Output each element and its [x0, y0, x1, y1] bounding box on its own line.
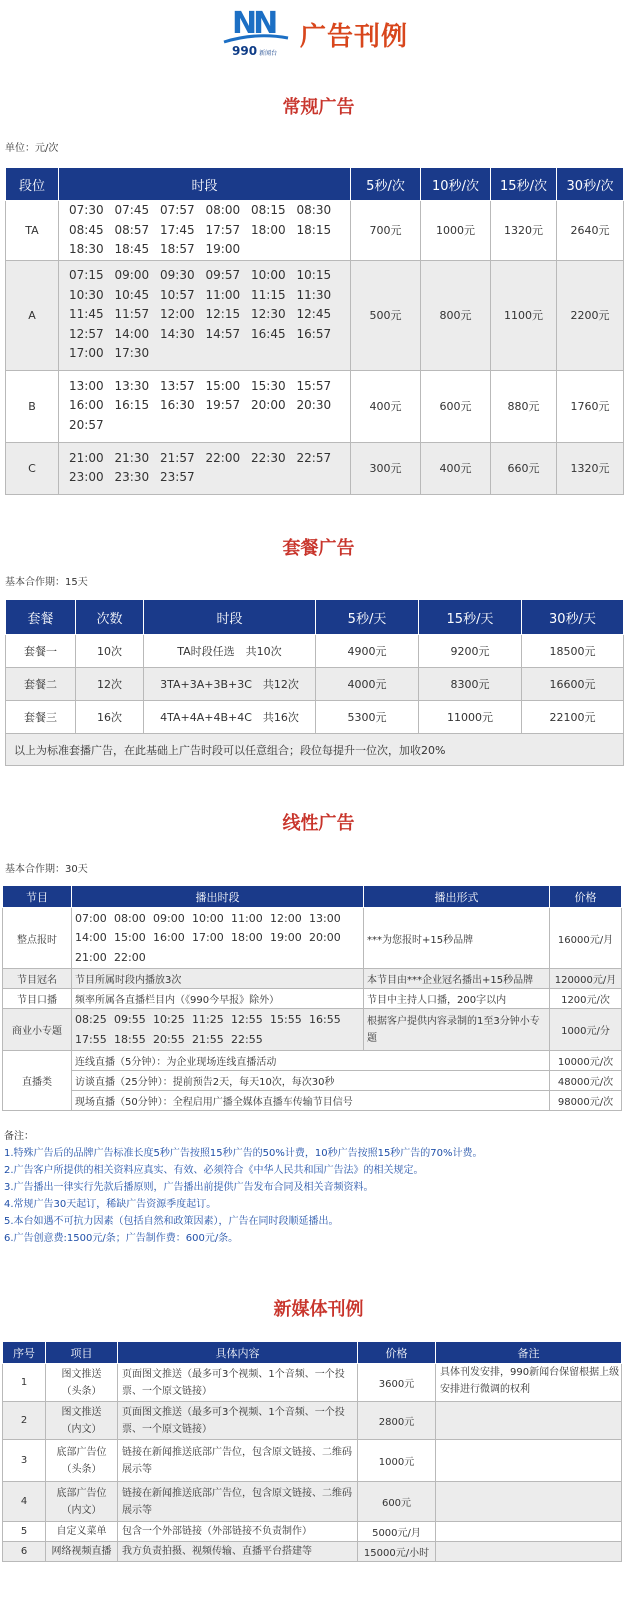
time-item: 10:00: [192, 911, 224, 925]
time-item: 16:45: [251, 326, 286, 341]
media-item: 底部广告位 （内文）: [46, 1482, 118, 1522]
media-remark: 具体刊发安排，990新闻台保留根据上级安排进行微调的权利: [436, 1364, 622, 1402]
time-item: 07:15: [69, 268, 104, 283]
live-item-desc: 现场直播（50分钟）：全程启用广播全媒体直播车传输节目信号: [72, 1091, 550, 1111]
time-item: 16:55: [309, 1013, 341, 1026]
header-item: 项目: [46, 1342, 118, 1364]
header-remark: 备注: [436, 1342, 622, 1364]
regular-ad-table: [5, 167, 624, 495]
time-item: 22:00: [114, 950, 146, 964]
time-item: 14:57: [205, 326, 241, 341]
package-count: 16次: [76, 701, 144, 734]
time-item: 08:45: [69, 222, 104, 237]
time-item: 16:57: [296, 326, 332, 341]
time-item: 22:00: [205, 450, 241, 465]
table-header-row: [6, 168, 624, 201]
header-timeslot: 时段: [59, 168, 351, 201]
remark-item: 3.广告播出一律实行先款后播原则，广告播出前提供广告发布合同及相关音频资料。: [4, 1182, 374, 1193]
level-cell: C: [6, 442, 59, 494]
media-item: 自定义菜单: [46, 1522, 118, 1542]
time-item: 10:30: [69, 287, 104, 302]
time-item: 10:00: [251, 268, 286, 283]
program-form: 根据客户提供内容录制的1至3分钟小专题: [364, 1009, 550, 1051]
header-5s: 5秒/次: [351, 168, 421, 201]
time-item: 18:57: [160, 242, 195, 256]
time-item: 14:30: [160, 326, 195, 341]
header-price: 价格: [550, 886, 622, 908]
price-cell: 4000元: [316, 668, 419, 701]
media-no: 2: [3, 1402, 46, 1440]
remarks-heading: 备注：: [4, 1131, 34, 1142]
time-item: 11:57: [114, 307, 150, 322]
time-item: 16:30: [160, 398, 195, 413]
live-item-desc: 连线直播（5分钟）：为企业现场连线直播活动: [72, 1051, 550, 1071]
time-item: 14:00: [114, 326, 150, 341]
time-item: 21:00: [69, 450, 104, 465]
timeslot-grid: [69, 377, 350, 436]
timeslot-grid: [69, 266, 350, 364]
time-item: 20:57: [69, 417, 104, 432]
price-cell: 18500元: [522, 635, 624, 668]
media-content: 链接在新闻推送底部广告位，包含原文链接、二维码展示等: [118, 1440, 358, 1482]
time-item: 07:45: [114, 203, 150, 217]
time-item: 18:30: [69, 242, 104, 256]
time-item: 19:00: [270, 931, 302, 945]
time-item: 21:57: [160, 450, 195, 465]
table-row: [6, 370, 624, 442]
header-30s: 30秒/次: [557, 168, 624, 201]
table-row: [3, 1364, 622, 1402]
time-item: 16:15: [114, 398, 150, 413]
live-item-price: 10000元/次: [550, 1051, 622, 1071]
time-item: 09:00: [114, 268, 150, 283]
media-ad-table: [2, 1341, 622, 1562]
price-cell: 1320元: [491, 201, 557, 261]
header-slot: 时段: [144, 600, 316, 635]
media-no: 1: [3, 1364, 46, 1402]
media-no: 3: [3, 1440, 46, 1482]
time-item: 08:30: [296, 203, 332, 217]
time-item: 14:00: [75, 931, 107, 945]
package-slot: TA时段任选 共10次: [144, 635, 316, 668]
regular-unit-note: 单位：元/次: [5, 143, 59, 154]
remark-item: 2.广告客户所提供的相关资料应真实、有效、必须符合《中华人民共和国广告法》的相关规定。: [4, 1165, 424, 1176]
page-title: 广告刊例: [300, 22, 409, 52]
table-row: [3, 1071, 622, 1091]
time-item: 15:57: [296, 378, 332, 393]
time-item: 12:00: [160, 307, 195, 322]
time-item: 13:00: [69, 378, 104, 393]
live-item-price: 48000元/次: [550, 1071, 622, 1091]
media-no: 6: [3, 1542, 46, 1562]
time-item: 10:45: [114, 287, 150, 302]
media-item: 图文推送 （内文）: [46, 1402, 118, 1440]
time-item: 13:00: [309, 911, 341, 925]
linear-section-title: 线性广告: [282, 813, 355, 834]
time-item: 07:30: [69, 203, 104, 217]
media-content: 我方负责拍摄、视频传输、直播平台搭建等: [118, 1542, 358, 1562]
time-item: 10:25: [153, 1013, 185, 1026]
table-row: [3, 1542, 622, 1562]
timeslot-cell: [59, 201, 351, 261]
time-item: 18:55: [114, 1032, 146, 1046]
time-item: 22:30: [251, 450, 286, 465]
program-form: 本节目由***企业冠名播出+15秒品牌: [364, 969, 550, 989]
time-item: 19:57: [205, 398, 241, 413]
table-row: [3, 1522, 622, 1542]
time-item: 13:30: [114, 378, 150, 393]
linear-ad-table: [2, 885, 622, 1111]
time-item: 12:30: [251, 307, 286, 322]
price-cell: 9200元: [419, 635, 522, 668]
package-count: 12次: [76, 668, 144, 701]
time-item: 16:00: [153, 931, 185, 945]
table-row: [3, 989, 622, 1009]
table-row: [6, 701, 624, 734]
time-item: 17:55: [75, 1032, 107, 1046]
time-item: 17:00: [69, 346, 104, 361]
time-item: 17:57: [205, 222, 241, 237]
table-row: [3, 1482, 622, 1522]
price-cell: 2200元: [557, 260, 624, 370]
media-item: 图文推送 （头条）: [46, 1364, 118, 1402]
price-cell: 400元: [351, 370, 421, 442]
price-cell: 600元: [421, 370, 491, 442]
header-package: 套餐: [6, 600, 76, 635]
time-item: 21:30: [114, 450, 150, 465]
time-item: 23:00: [69, 470, 104, 484]
media-price: 600元: [358, 1482, 436, 1522]
header-count: 次数: [76, 600, 144, 635]
media-section-title: 新媒体刊例: [273, 1299, 364, 1320]
time-item: 10:57: [160, 287, 195, 302]
timeslot-cell: [59, 260, 351, 370]
table-row: [3, 1402, 622, 1440]
program-form: 节目中主持人口播，200字以内: [364, 989, 550, 1009]
time-item: 16:00: [69, 398, 104, 413]
remark-item: 6.广告创意费:1500元/条；广告制作费：600元/条。: [4, 1233, 239, 1244]
time-item: 18:00: [231, 931, 263, 945]
table-row: [6, 201, 624, 261]
package-ad-table: [5, 599, 624, 766]
price-cell: 800元: [421, 260, 491, 370]
table-row: [6, 635, 624, 668]
media-price: 3600元: [358, 1364, 436, 1402]
time-item: 12:00: [270, 911, 302, 925]
table-footnote-row: [6, 734, 624, 766]
price-cell: 880元: [491, 370, 557, 442]
time-item: 09:30: [160, 268, 195, 283]
price-cell: 1100元: [491, 260, 557, 370]
header-form: 播出形式: [364, 886, 550, 908]
package-count: 10次: [76, 635, 144, 668]
program-name: 节目冠名: [3, 969, 72, 989]
time-item: 12:55: [231, 1013, 263, 1026]
header-content: 具体内容: [118, 1342, 358, 1364]
price-cell: 16600元: [522, 668, 624, 701]
logo-letters: NN: [232, 6, 275, 41]
timeslot-grid: [69, 449, 350, 488]
price-cell: 4900元: [316, 635, 419, 668]
media-no: 4: [3, 1482, 46, 1522]
time-item: 21:55: [192, 1032, 224, 1046]
time-item: 22:57: [296, 450, 332, 465]
time-item: 18:15: [296, 222, 332, 237]
time-item: 08:15: [251, 203, 286, 217]
time-item: 17:00: [192, 931, 224, 945]
price-cell: 1320元: [557, 442, 624, 494]
header-15s-day: 15秒/天: [419, 600, 522, 635]
package-name: 套餐一: [6, 635, 76, 668]
time-item: 15:00: [114, 931, 146, 945]
price-cell: 300元: [351, 442, 421, 494]
time-item: 11:15: [251, 287, 286, 302]
program-slot: 节目所属时段内播放3次: [72, 969, 364, 989]
timeslot-cell: [59, 370, 351, 442]
time-item: 20:30: [296, 398, 332, 413]
time-item: 08:57: [114, 222, 150, 237]
time-item: 15:30: [251, 378, 286, 393]
remarks-block: [4, 1128, 483, 1247]
remark-item: 1.特殊广告后的品牌广告标准长度5秒广告按照15秒广告的50%计费，10秒广告按照15秒广告的70%计费。: [4, 1148, 483, 1159]
program-price: 1000元/分: [550, 1009, 622, 1051]
price-cell: 22100元: [522, 701, 624, 734]
header-30s-day: 30秒/天: [522, 600, 624, 635]
table-row: [3, 908, 622, 969]
time-item: 08:00: [114, 911, 146, 925]
header-15s: 15秒/次: [491, 168, 557, 201]
table-row: [3, 1440, 622, 1482]
time-item: 12:15: [205, 307, 241, 322]
price-cell: 2640元: [557, 201, 624, 261]
time-item: 08:00: [205, 203, 241, 217]
package-slot: 3TA+3A+3B+3C 共12次: [144, 668, 316, 701]
media-remark-empty: [436, 1402, 622, 1440]
station-logo: [222, 8, 292, 58]
time-item: 12:57: [69, 326, 104, 341]
table-header-row: [3, 1342, 622, 1364]
package-period-note: 基本合作期：15天: [5, 577, 88, 588]
program-price: 120000元/月: [550, 969, 622, 989]
page-header: [0, 0, 637, 62]
time-item: 17:45: [160, 222, 195, 237]
remark-item: 5.本台如遇不可抗力因素（包括自然和政策因素），广告在同时段顺延播出。: [4, 1216, 339, 1227]
time-item: 09:57: [205, 268, 241, 283]
price-cell: 8300元: [419, 668, 522, 701]
time-item: 07:00: [75, 911, 107, 925]
timeslot-grid: [69, 201, 350, 260]
header-price: 价格: [358, 1342, 436, 1364]
media-remark-empty: [436, 1522, 622, 1542]
program-times: [72, 1009, 364, 1051]
media-content: 链接在新闻推送底部广告位，包含原文链接、二维码展示等: [118, 1482, 358, 1522]
media-content: 页面图文推送（最多可3个视频、1个音频、一个投票、一个原文链接）: [118, 1364, 358, 1402]
price-cell: 1760元: [557, 370, 624, 442]
table-header-row: [6, 600, 624, 635]
media-price: 1000元: [358, 1440, 436, 1482]
package-footnote: 以上为标准套播广告，在此基础上广告时段可以任意组合；段位每提升一位次，加收20%: [6, 734, 624, 766]
header-program: 节目: [3, 886, 72, 908]
time-item: 09:55: [114, 1013, 146, 1026]
time-item: 11:30: [296, 287, 332, 302]
table-row: [3, 1009, 622, 1051]
time-item: 13:57: [160, 378, 195, 393]
live-item-desc: 访谈直播（25分钟）：提前预告2天，每天10次，每次30秒: [72, 1071, 550, 1091]
program-form: ***为您报时+15秒品牌: [364, 908, 550, 969]
table-row: [6, 668, 624, 701]
time-item: 15:00: [205, 378, 241, 393]
time-item: 20:00: [309, 931, 341, 945]
package-section-title: 套餐广告: [282, 538, 355, 559]
time-item: 23:30: [114, 470, 150, 484]
table-header-row: [3, 886, 622, 908]
header-5s-day: 5秒/天: [316, 600, 419, 635]
time-item: 12:45: [296, 307, 332, 322]
table-row: [6, 442, 624, 494]
price-cell: 5300元: [316, 701, 419, 734]
program-slot: 频率所属各直播栏目内（《990今早报》除外）: [72, 989, 364, 1009]
package-name: 套餐三: [6, 701, 76, 734]
time-item: 10:15: [296, 268, 332, 283]
header-no: 序号: [3, 1342, 46, 1364]
table-row: [3, 1091, 622, 1111]
remark-item: 4.常规广告30天起订，稀缺广告资源季度起订。: [4, 1199, 217, 1210]
media-remark-empty: [436, 1542, 622, 1562]
program-price: 1200元/次: [550, 989, 622, 1009]
table-row: [3, 969, 622, 989]
live-item-price: 98000元/次: [550, 1091, 622, 1111]
price-cell: 700元: [351, 201, 421, 261]
time-item: 15:55: [270, 1013, 302, 1026]
table-row: [3, 1051, 622, 1071]
media-content: 页面图文推送（最多可3个视频、1个音频、一个投票、一个原文链接）: [118, 1402, 358, 1440]
time-item: 11:00: [205, 287, 241, 302]
time-item: 21:00: [75, 950, 107, 964]
package-slot: 4TA+4A+4B+4C 共16次: [144, 701, 316, 734]
time-item: 11:00: [231, 911, 263, 925]
media-no: 5: [3, 1522, 46, 1542]
time-item: 23:57: [160, 470, 195, 484]
program-price: 16000元/月: [550, 908, 622, 969]
level-cell: TA: [6, 201, 59, 261]
header-airtime: 播出时段: [72, 886, 364, 908]
header-level: 段位: [6, 168, 59, 201]
time-item: 18:45: [114, 242, 150, 256]
media-price: 15000元/小时: [358, 1542, 436, 1562]
level-cell: B: [6, 370, 59, 442]
program-name: 整点报时: [3, 908, 72, 969]
package-name: 套餐二: [6, 668, 76, 701]
time-item: 18:00: [251, 222, 286, 237]
time-item: 11:25: [192, 1013, 224, 1026]
media-item: 底部广告位 （头条）: [46, 1440, 118, 1482]
timeslot-cell: [59, 442, 351, 494]
table-row: [6, 260, 624, 370]
time-item: 07:57: [160, 203, 195, 217]
time-item: 20:55: [153, 1032, 185, 1046]
time-item: 09:00: [153, 911, 185, 925]
time-item: 17:30: [114, 346, 150, 361]
media-item: 网络视频直播: [46, 1542, 118, 1562]
media-content: 包含一个外部链接（外部链接不负责制作）: [118, 1522, 358, 1542]
price-cell: 11000元: [419, 701, 522, 734]
price-cell: 1000元: [421, 201, 491, 261]
time-item: 11:45: [69, 307, 104, 322]
header-10s: 10秒/次: [421, 168, 491, 201]
time-item: 20:00: [251, 398, 286, 413]
program-name: 直播类: [3, 1051, 72, 1111]
level-cell: A: [6, 260, 59, 370]
time-item: 22:55: [231, 1032, 263, 1046]
logo-number: 990 新闻台: [232, 44, 278, 58]
time-item: 08:25: [75, 1013, 107, 1026]
media-remark-empty: [436, 1482, 622, 1522]
regular-section-title: 常规广告: [282, 97, 355, 118]
price-cell: 500元: [351, 260, 421, 370]
time-item: 19:00: [205, 242, 241, 256]
media-price: 5000元/月: [358, 1522, 436, 1542]
program-name: 节目口播: [3, 989, 72, 1009]
linear-period-note: 基本合作期：30天: [5, 864, 88, 875]
program-times: [72, 908, 364, 969]
price-cell: 400元: [421, 442, 491, 494]
media-price: 2800元: [358, 1402, 436, 1440]
program-name: 商业小专题: [3, 1009, 72, 1051]
media-remark-empty: [436, 1440, 622, 1482]
price-cell: 660元: [491, 442, 557, 494]
